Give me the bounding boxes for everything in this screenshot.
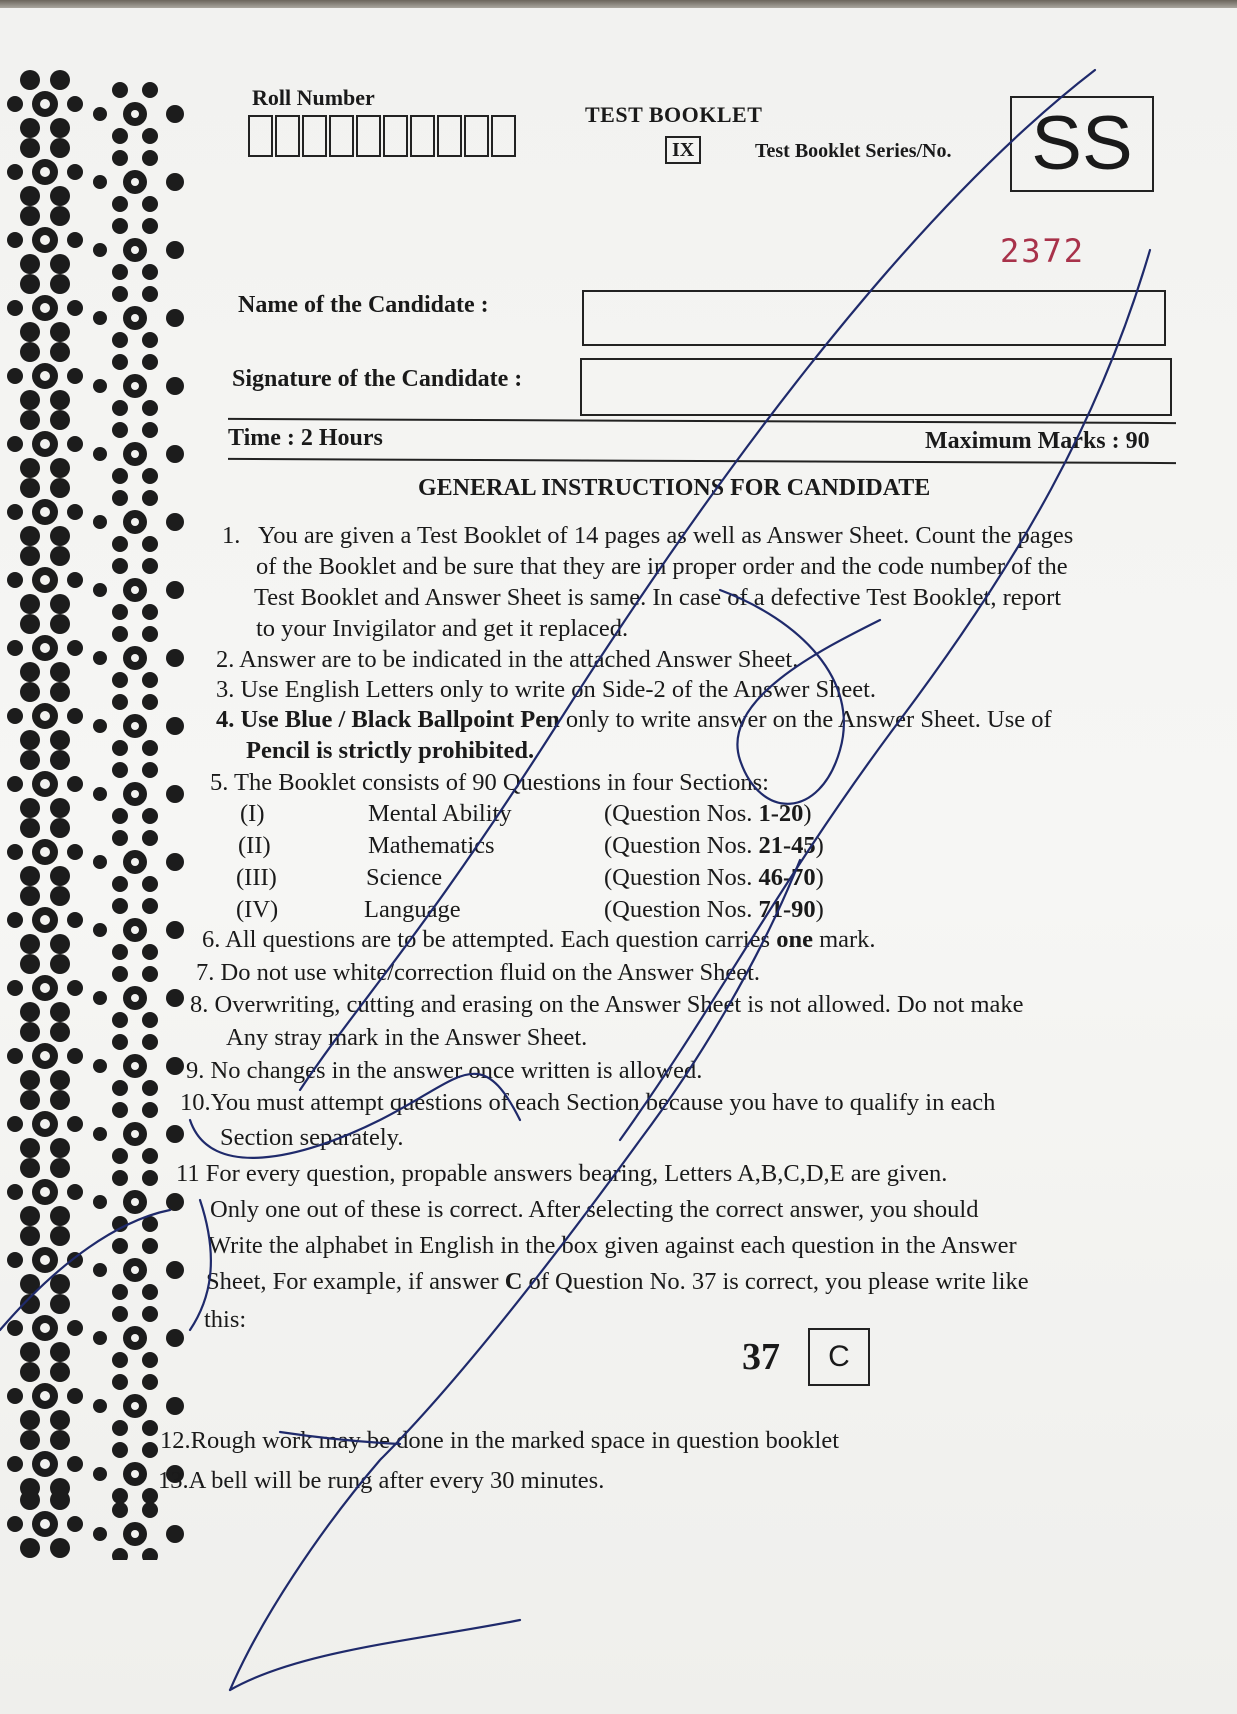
instruction-line: You are given a Test Booklet of 14 pages as well as Answer Sheet. Count the pages bbox=[258, 522, 1074, 549]
instruction-line: 5. The Booklet consists of 90 Questions in four Sections: bbox=[210, 769, 769, 796]
question-nos-label: (Question Nos. bbox=[604, 864, 753, 891]
instruction-line: 7. Do not use white/correction fluid on the Answer Sheet. bbox=[196, 959, 761, 986]
roll-digit-box[interactable] bbox=[491, 115, 516, 157]
question-range: 21-45 bbox=[758, 832, 816, 859]
instruction-line: 2. Answer are to be indicated in the attached Answer Sheet. bbox=[216, 646, 799, 673]
test-booklet-title: TEST BOOKLET bbox=[585, 102, 763, 127]
section-roman: (IV) bbox=[236, 896, 279, 923]
instruction-number: 1. bbox=[222, 522, 241, 549]
instruction-line: Only one out of these is correct. After selecting the correct answer, you should bbox=[210, 1196, 979, 1223]
instruction-6 bbox=[202, 926, 876, 954]
roll-digit-box[interactable] bbox=[356, 115, 381, 157]
roll-number-label: Roll Number bbox=[252, 85, 375, 110]
section-questions bbox=[604, 800, 812, 828]
roll-digit-box[interactable] bbox=[464, 115, 489, 157]
example-question-number: 37 bbox=[742, 1336, 780, 1378]
instruction-line: Any stray mark in the Answer Sheet. bbox=[226, 1024, 588, 1051]
section-questions bbox=[604, 896, 824, 924]
question-range: 46-70 bbox=[758, 864, 816, 891]
candidate-name-label: Name of the Candidate : bbox=[238, 292, 489, 318]
instruction-text: 6. All questions are to be attempted. Each question carries bbox=[202, 926, 771, 953]
roll-digit-box[interactable] bbox=[329, 115, 354, 157]
candidate-signature-field[interactable] bbox=[580, 358, 1172, 416]
instruction-line: 8. Overwriting, cutting and erasing on the Answer Sheet is not allowed. Do not make bbox=[190, 991, 1024, 1018]
instruction-line: of the Booklet and be sure that they are in proper order and the code number of the bbox=[256, 553, 1068, 580]
section-questions bbox=[604, 832, 824, 860]
question-range: 71-90 bbox=[758, 896, 816, 923]
serial-number-stamp: 2372 bbox=[1000, 232, 1086, 270]
instruction-bold-text: one bbox=[776, 926, 813, 953]
roll-digit-box[interactable] bbox=[248, 115, 273, 157]
roll-digit-box[interactable] bbox=[437, 115, 462, 157]
class-code-box: IX bbox=[665, 136, 701, 164]
question-nos-close: ) bbox=[803, 800, 812, 827]
section-subject: Mental Ability bbox=[368, 800, 512, 827]
instruction-text: of Question No. 37 is correct, you please write like bbox=[528, 1268, 1029, 1295]
decorative-border bbox=[0, 70, 205, 1560]
instruction-line: to your Invigilator and get it replaced. bbox=[256, 615, 629, 642]
roll-digit-box[interactable] bbox=[383, 115, 408, 157]
roll-digit-box[interactable] bbox=[410, 115, 435, 157]
roll-digit-box[interactable] bbox=[275, 115, 300, 157]
instruction-line: Write the alphabet in English in the box given against each question in the Answer bbox=[208, 1232, 1017, 1259]
series-code-box: SS bbox=[1010, 96, 1154, 192]
instruction-4 bbox=[216, 706, 1052, 734]
instruction-bold-text: Use Blue / Black Ballpoint Pen bbox=[240, 706, 560, 733]
section-subject: Language bbox=[364, 896, 461, 923]
maximum-marks: Maximum Marks : 90 bbox=[925, 428, 1150, 454]
series-label: Test Booklet Series/No. bbox=[755, 140, 952, 162]
instruction-line: 10.You must attempt questions of each Section because you have to qualify in each bbox=[180, 1089, 996, 1116]
question-range: 1-20 bbox=[758, 800, 804, 827]
instruction-bold-text: C bbox=[504, 1268, 523, 1295]
instruction-line: this: bbox=[204, 1306, 247, 1333]
instruction-11-example-line bbox=[206, 1268, 1029, 1296]
question-nos-label: (Question Nos. bbox=[604, 800, 753, 827]
question-nos-close: ) bbox=[815, 864, 824, 891]
question-nos-close: ) bbox=[815, 896, 824, 923]
instruction-number: 4. bbox=[216, 706, 235, 733]
section-subject: Mathematics bbox=[368, 832, 495, 859]
exam-time: Time : 2 Hours bbox=[228, 425, 383, 451]
instruction-line: Pencil is strictly prohibited. bbox=[246, 737, 535, 764]
roll-number-boxes[interactable] bbox=[248, 115, 518, 157]
roll-digit-box[interactable] bbox=[302, 115, 327, 157]
instruction-line: 9. No changes in the answer once written is allowed. bbox=[186, 1057, 703, 1084]
instruction-line: 11 For every question, propable answers bearing, Letters A,B,C,D,E are given. bbox=[176, 1160, 948, 1187]
section-roman: (III) bbox=[236, 864, 277, 891]
instruction-line: Test Booklet and Answer Sheet is same. In case of a defective Test Booklet, report bbox=[254, 584, 1062, 611]
example-answer-box: C bbox=[808, 1328, 870, 1386]
instructions-heading: GENERAL INSTRUCTIONS FOR CANDIDATE bbox=[418, 475, 931, 501]
instruction-text: mark. bbox=[819, 926, 876, 953]
section-roman: (II) bbox=[238, 832, 271, 859]
candidate-name-field[interactable] bbox=[582, 290, 1166, 346]
instruction-text: only to write answer on the Answer Sheet. Use of bbox=[565, 706, 1052, 733]
question-nos-label: (Question Nos. bbox=[604, 832, 753, 859]
instruction-line: 3. Use English Letters only to write on Side-2 of the Answer Sheet. bbox=[216, 676, 877, 703]
section-subject: Science bbox=[366, 864, 443, 891]
question-nos-close: ) bbox=[815, 832, 824, 859]
candidate-signature-label: Signature of the Candidate : bbox=[232, 366, 523, 392]
section-roman: (I) bbox=[240, 800, 265, 827]
instruction-line: 12.Rough work may be done in the marked space in question booklet bbox=[160, 1427, 840, 1454]
instruction-text: Sheet, For example, if answer bbox=[206, 1268, 499, 1295]
instruction-line: 13.A bell will be rung after every 30 minutes. bbox=[158, 1467, 605, 1494]
instruction-line: Section separately. bbox=[220, 1124, 404, 1151]
section-questions bbox=[604, 864, 824, 892]
question-nos-label: (Question Nos. bbox=[604, 896, 753, 923]
